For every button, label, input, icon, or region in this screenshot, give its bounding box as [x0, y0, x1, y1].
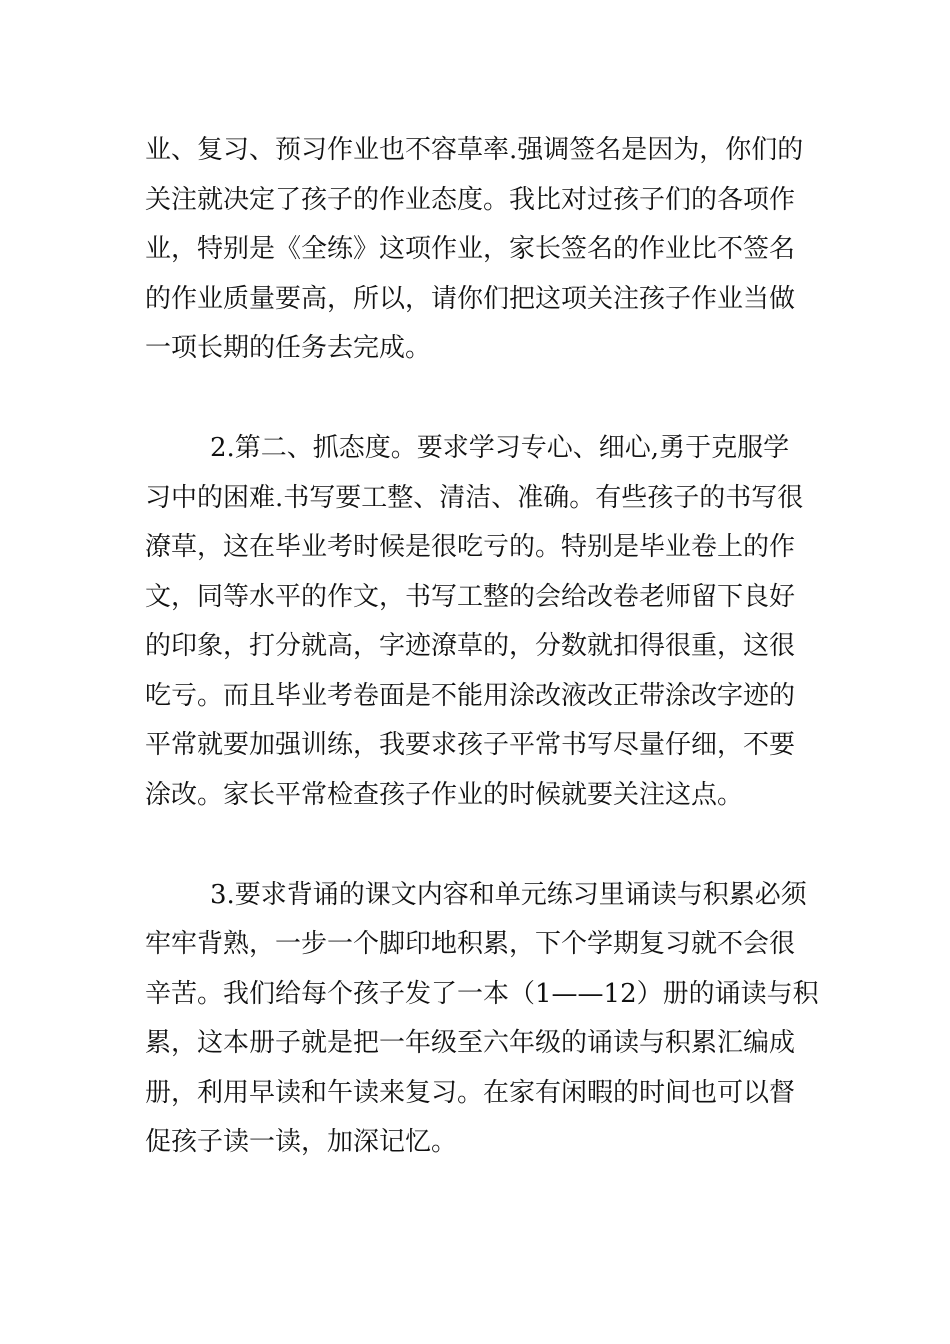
paragraph-3-line-6: 促孩子读一读，加深记忆。: [145, 1127, 458, 1157]
paragraph-3-line-3: 辛苦。我们给每个孩子发了一本（1——12）册的诵读与积: [145, 979, 819, 1009]
paragraph-2-line-5: 的印象，打分就高，字迹潦草的，分数就扣得很重，这很: [145, 631, 796, 661]
paragraph-3-line-2: 牢牢背熟，一步一个脚印地积累，下个学期复习就不会很: [145, 929, 796, 959]
paragraph-2-line-3: 潦草，这在毕业考时候是很吃亏的。特别是毕业卷上的作: [145, 532, 796, 562]
paragraph-3-line-4: 累，这本册子就是把一年级至六年级的诵读与积累汇编成: [145, 1028, 796, 1058]
paragraph-1-line-4: 的作业质量要高，所以，请你们把这项关注孩子作业当做: [145, 284, 796, 314]
paragraph-2-line-1: 2.第二、抓态度。要求学习专心、细心,勇于克服学: [210, 433, 790, 463]
paragraph-2-line-7: 平常就要加强训练，我要求孩子平常书写尽量仔细，不要: [145, 730, 796, 760]
paragraph-1-line-2: 关注就决定了孩子的作业态度。我比对过孩子们的各项作: [145, 185, 796, 215]
paragraph-2-line-8: 涂改。家长平常检查孩子作业的时候就要关注这点。: [145, 780, 744, 810]
paragraph-3-line-5: 册，利用早读和午读来复习。在家有闲暇的时间也可以督: [145, 1078, 796, 1108]
paragraph-2-line-6: 吃亏。而且毕业考卷面是不能用涂改液改正带涂改字迹的: [145, 681, 796, 711]
paragraph-1-line-5: 一项长期的任务去完成。: [145, 333, 432, 363]
paragraph-2-line-2: 习中的困难.书写要工整、清洁、准确。有些孩子的书写很: [145, 483, 804, 513]
paragraph-1-line-1: 业、复习、预习作业也不容草率.强调签名是因为，你们的: [145, 135, 804, 165]
paragraph-2-line-4: 文，同等水平的作文，书写工整的会给改卷老师留下良好: [145, 582, 796, 612]
paragraph-3-line-1: 3.要求背诵的课文内容和单元练习里诵读与积累必须: [210, 880, 807, 910]
paragraph-1-line-3: 业，特别是《全练》这项作业，家长签名的作业比不签名: [145, 234, 796, 264]
